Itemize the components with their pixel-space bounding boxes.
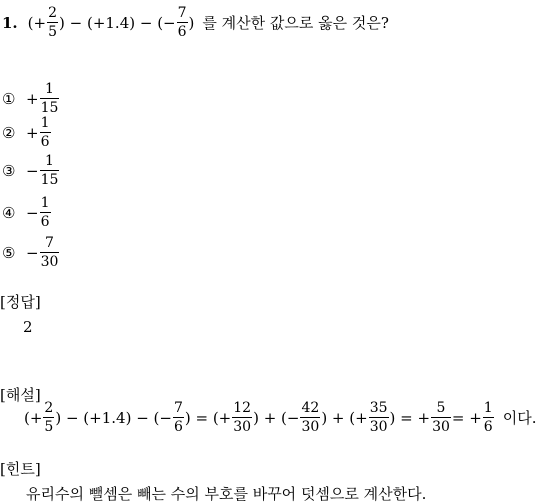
choice-sign: + xyxy=(26,89,39,108)
fraction xyxy=(177,6,188,39)
denominator: 5 xyxy=(48,24,58,40)
choice-marker: ② xyxy=(2,123,16,142)
numerator: 35 xyxy=(369,400,388,416)
choice-3[interactable] xyxy=(2,154,60,187)
question-line xyxy=(2,6,389,39)
numerator: 1 xyxy=(45,153,54,169)
choice-sign: − xyxy=(26,243,39,262)
denominator: 6 xyxy=(40,214,50,230)
expr-part: ) xyxy=(188,13,195,32)
expr-part: ) = + xyxy=(389,408,431,427)
expr-part: = + xyxy=(451,408,482,427)
expr-part: ) + (+ xyxy=(321,408,368,427)
answer-value: 2 xyxy=(23,318,33,336)
denominator: 6 xyxy=(40,134,50,150)
expr-part: ) = (+ xyxy=(184,408,232,427)
denominator: 6 xyxy=(173,419,183,435)
fraction xyxy=(300,401,320,434)
fraction xyxy=(431,401,451,434)
denominator: 15 xyxy=(40,172,59,188)
fraction xyxy=(483,401,494,434)
fraction xyxy=(369,401,389,434)
denominator: 30 xyxy=(369,419,388,435)
choice-fraction xyxy=(40,236,60,269)
explanation-tail: 이다. xyxy=(502,409,536,427)
answer-label: [정답] xyxy=(0,293,41,311)
numerator: 7 xyxy=(177,5,187,21)
choice-marker: ④ xyxy=(2,203,16,222)
numerator: 2 xyxy=(48,5,58,21)
choice-marker: ③ xyxy=(2,161,16,180)
denominator: 5 xyxy=(44,419,54,435)
choice-fraction xyxy=(40,82,60,115)
expr-part: ) − (+1.4) − (− xyxy=(55,408,172,427)
numerator: 12 xyxy=(233,400,252,416)
numerator: 1 xyxy=(40,115,50,131)
choice-fraction xyxy=(40,116,51,149)
choice-marker: ⑤ xyxy=(2,243,16,262)
numerator: 2 xyxy=(44,400,54,416)
fraction xyxy=(43,401,54,434)
numerator: 5 xyxy=(436,400,446,416)
denominator: 30 xyxy=(40,254,59,270)
choice-5[interactable] xyxy=(2,236,60,269)
denominator: 6 xyxy=(483,419,493,435)
denominator: 15 xyxy=(40,100,59,116)
question-text: 를 계산한 값으로 옳은 것은? xyxy=(202,14,389,32)
expr-part: ) − (+1.4) − (− xyxy=(59,13,176,32)
numerator: 7 xyxy=(45,235,54,251)
denominator: 6 xyxy=(177,24,187,40)
numerator: 1 xyxy=(45,81,54,97)
choice-fraction xyxy=(40,196,51,229)
expr-part: ) + (− xyxy=(253,408,300,427)
expr-part: (+ xyxy=(24,408,43,427)
choice-sign: − xyxy=(26,161,39,180)
numerator: 7 xyxy=(173,400,183,416)
choice-2[interactable] xyxy=(2,116,52,149)
denominator: 30 xyxy=(233,419,252,435)
denominator: 30 xyxy=(432,419,450,435)
hint-text: 유리수의 뺄셈은 빼는 수의 부호를 바꾸어 덧셈으로 계산한다. xyxy=(26,485,427,503)
choice-4[interactable] xyxy=(2,196,52,229)
choice-sign: − xyxy=(26,203,39,222)
question-number: 1. xyxy=(2,13,18,32)
hint-label: [힌트] xyxy=(0,460,41,478)
denominator: 30 xyxy=(301,419,320,435)
expr-part: (+ xyxy=(27,13,47,32)
choice-fraction xyxy=(40,154,60,187)
choice-1[interactable] xyxy=(2,82,60,115)
choice-marker: ① xyxy=(2,89,16,108)
numerator: 1 xyxy=(40,195,50,211)
numerator: 1 xyxy=(483,400,493,416)
explanation-label: [해설] xyxy=(0,386,41,404)
fraction xyxy=(47,6,58,39)
explanation-expression xyxy=(24,401,536,434)
fraction xyxy=(173,401,184,434)
choice-sign: + xyxy=(26,123,39,142)
numerator: 42 xyxy=(301,400,320,416)
fraction xyxy=(232,401,252,434)
